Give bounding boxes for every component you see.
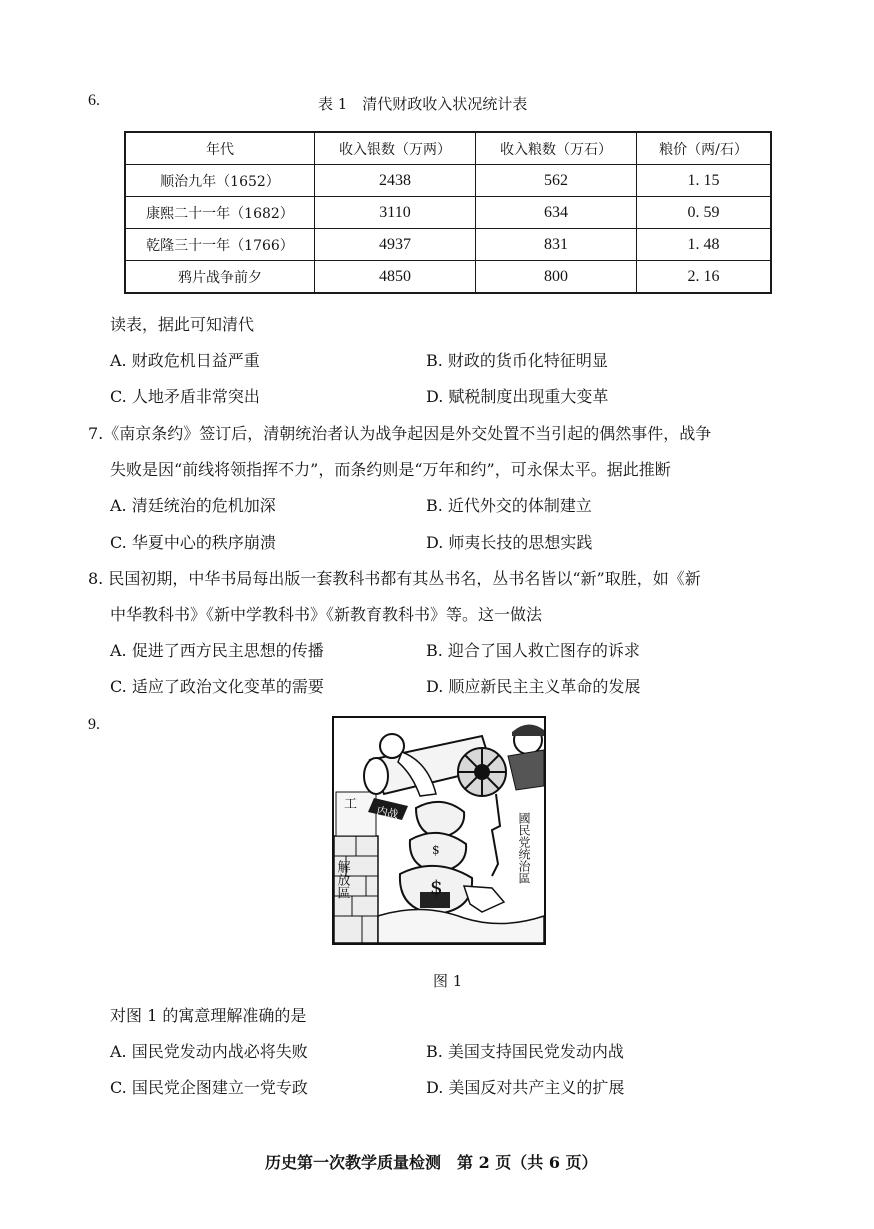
question-6-number: 6. bbox=[88, 92, 100, 109]
soldier-figure bbox=[508, 724, 544, 790]
header-price: 粮价（两/石） bbox=[637, 132, 772, 165]
table-row bbox=[125, 165, 771, 197]
table-cell: 1. 15 bbox=[637, 165, 772, 197]
table-row bbox=[125, 261, 771, 294]
figure-caption: 图 1 bbox=[433, 972, 463, 990]
table-cell: 3110 bbox=[315, 197, 476, 229]
cartoon-label-kmt: 國民党统治區 bbox=[517, 812, 531, 884]
q9-option-d[interactable]: D. 美国反对共产主义的扩展 bbox=[426, 1078, 625, 1097]
table-cell: 1. 48 bbox=[637, 229, 772, 261]
table-cell: 831 bbox=[476, 229, 637, 261]
q7-option-a[interactable]: A. 清廷统治的危机加深 bbox=[110, 496, 276, 515]
question-7-stem-line2: 失败是因“前线将领指挥不力”，而条约则是“万年和约”，可永保太平。据此推断 bbox=[110, 460, 671, 479]
q9-option-a[interactable]: A. 国民党发动内战必将失败 bbox=[110, 1042, 308, 1061]
political-cartoon bbox=[332, 716, 546, 945]
table-cell: 2. 16 bbox=[637, 261, 772, 294]
fiscal-income-table bbox=[124, 131, 772, 294]
q9-option-c[interactable]: C. 国民党企图建立一党专政 bbox=[110, 1078, 308, 1097]
q8-option-c[interactable]: C. 适应了政治文化变革的需要 bbox=[110, 677, 324, 696]
question-9-stem: 对图 1 的寓意理解准确的是 bbox=[110, 1006, 307, 1025]
dollar-sign: $ bbox=[432, 843, 440, 857]
cartoon-label-liberated-1: 工 bbox=[344, 797, 358, 812]
q8-option-b[interactable]: B. 迎合了国人救亡图存的诉求 bbox=[426, 641, 640, 660]
page-footer: 历史第一次教学质量检测 第 2 页（共 6 页） bbox=[265, 1153, 598, 1172]
header-era: 年代 bbox=[125, 132, 315, 165]
table-cell: 2438 bbox=[315, 165, 476, 197]
table-cell: 康熙二十一年（1682） bbox=[125, 197, 315, 229]
q8-option-d[interactable]: D. 顺应新民主主义革命的发展 bbox=[426, 677, 641, 696]
q8-option-a[interactable]: A. 促进了西方民主思想的传播 bbox=[110, 641, 324, 660]
question-6-stem: 读表，据此可知清代 bbox=[110, 315, 255, 334]
question-8-stem-line2: 中华教科书》《新中学教科书》《新教育教科书》等。这一做法 bbox=[110, 605, 543, 624]
table-cell: 0. 59 bbox=[637, 197, 772, 229]
question-9-number: 9. bbox=[88, 716, 100, 733]
table-title: 表 1 清代财政收入状况统计表 bbox=[318, 95, 528, 113]
q6-option-b[interactable]: B. 财政的货币化特征明显 bbox=[426, 351, 608, 370]
table-cell: 4850 bbox=[315, 261, 476, 294]
table-cell: 800 bbox=[476, 261, 637, 294]
table-cell: 634 bbox=[476, 197, 637, 229]
header-grain: 收入粮数（万石） bbox=[476, 132, 637, 165]
dollar-sign-large: $ bbox=[430, 875, 443, 899]
table-cell: 562 bbox=[476, 165, 637, 197]
q9-option-b[interactable]: B. 美国支持国民党发动内战 bbox=[426, 1042, 624, 1061]
q7-option-b[interactable]: B. 近代外交的体制建立 bbox=[426, 496, 592, 515]
question-8-stem-line1: 8. 民国初期，中华书局每出版一套教科书都有其丛书名，丛书名皆以“新”取胜，如《新 bbox=[88, 569, 701, 588]
table-row bbox=[125, 229, 771, 261]
table-cell: 乾隆三十一年（1766） bbox=[125, 229, 315, 261]
q6-option-c[interactable]: C. 人地矛盾非常突出 bbox=[110, 387, 260, 406]
table-cell: 顺治九年（1652） bbox=[125, 165, 315, 197]
q7-option-c[interactable]: C. 华夏中心的秩序崩溃 bbox=[110, 533, 276, 552]
q6-option-d[interactable]: D. 赋税制度出现重大变革 bbox=[426, 387, 609, 406]
table-header-row bbox=[125, 132, 771, 165]
table-cell: 4937 bbox=[315, 229, 476, 261]
question-7-stem-line1: 7.《南京条约》签订后，清朝统治者认为战争起因是外交处置不当引起的偶然事件，战争 bbox=[88, 424, 712, 443]
cartoon-label-liberated: 解放區 bbox=[334, 860, 350, 899]
table-cell: 鸦片战争前夕 bbox=[125, 261, 315, 294]
q7-option-d[interactable]: D. 师夷长技的思想实践 bbox=[426, 533, 593, 552]
header-silver: 收入银数（万两） bbox=[315, 132, 476, 165]
q6-option-a[interactable]: A. 财政危机日益严重 bbox=[110, 351, 260, 370]
cartoon-label-civil-war: 内战 bbox=[375, 804, 400, 822]
table-row bbox=[125, 197, 771, 229]
